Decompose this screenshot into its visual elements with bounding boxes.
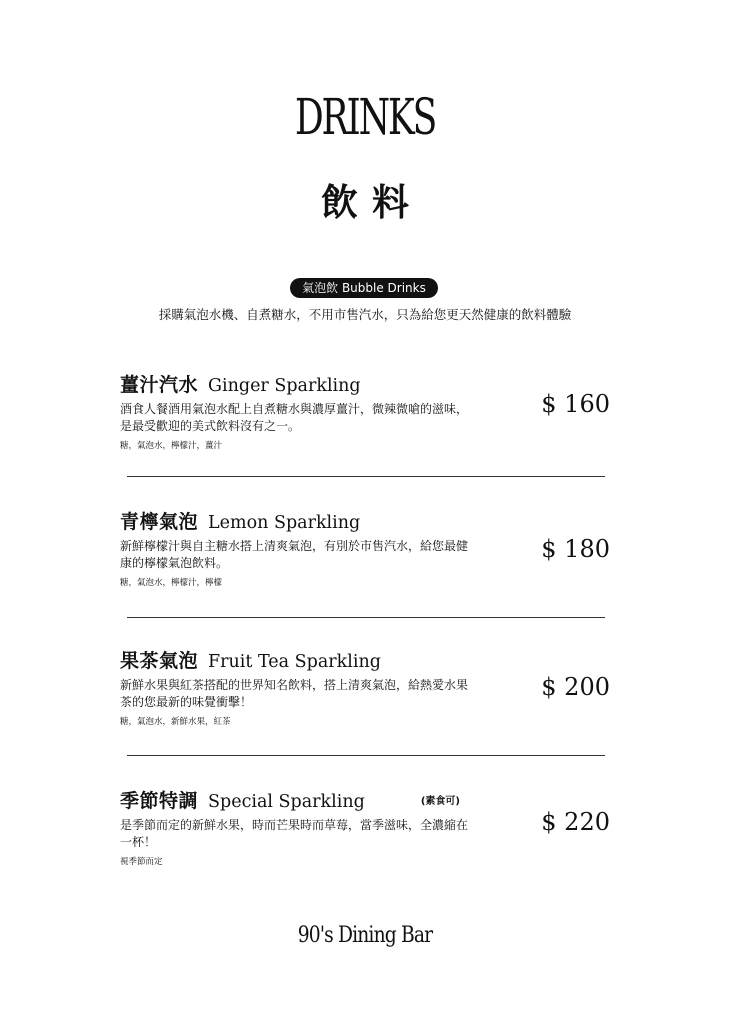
menu-item-lemon — [120, 507, 620, 588]
item-name-zh: 季節特調 — [120, 790, 199, 812]
item-ingredients: 糖，氣泡水，檸檬汁，薑汁 — [120, 441, 223, 451]
item-name-en: Fruit Tea Sparkling — [208, 652, 381, 672]
item-price: $ 180 — [541, 535, 610, 563]
item-name-en: Special Sparkling — [208, 792, 365, 812]
vegetarian-note: (素食可) — [420, 796, 460, 807]
item-name-en: Lemon Sparkling — [208, 513, 361, 533]
item-price: $ 200 — [541, 673, 610, 701]
divider — [127, 755, 605, 756]
menu-item-fruit-tea — [120, 646, 620, 727]
item-description: 酒食人餐酒用氣泡水配上自煮糖水與濃厚薑汁，微辣微嗆的滋味，是最受歡迎的美式飲料沒有之一。 — [120, 402, 469, 433]
item-name-zh: 薑汁汽水 — [120, 374, 199, 396]
item-price: $ 220 — [541, 808, 610, 836]
divider — [127, 617, 605, 618]
page-title-zh: 飲料 — [321, 180, 423, 224]
item-name-en: Ginger Sparkling — [208, 376, 361, 396]
item-ingredients: 糖，氣泡水，新鮮水果，紅茶 — [120, 717, 231, 727]
item-description: 新鮮檸檬汁與自主糖水搭上清爽氣泡，有別於市售汽水，給您最健康的檸檬氣泡飲料。 — [120, 539, 469, 570]
divider — [127, 476, 605, 477]
footer-brand: 90's Dining Bar — [297, 923, 433, 948]
section-label-badge: 氣泡飲 Bubble Drinks — [290, 278, 438, 298]
item-description: 新鮮水果與紅茶搭配的世界知名飲料，搭上清爽氣泡，給熱愛水果茶的您最新的味覺衝擊！ — [120, 678, 469, 709]
item-name-zh: 果茶氣泡 — [120, 650, 199, 672]
page-title-en: DRINKS — [294, 88, 436, 146]
item-name-zh: 青檸氣泡 — [120, 511, 199, 533]
item-ingredients: 糖，氣泡水，檸檬汁，檸檬 — [120, 578, 223, 588]
menu-item-ginger — [120, 370, 620, 451]
menu-item-special — [120, 786, 620, 867]
item-ingredients: 視季節而定 — [120, 857, 163, 867]
item-price: $ 160 — [541, 390, 610, 418]
item-description: 是季節而定的新鮮水果，時而芒果時而草莓，當季滋味，全濃縮在一杯！ — [120, 818, 469, 849]
section-description: 採購氣泡水機、自煮糖水，不用市售汽水，只為給您更天然健康的飲料體驗 — [158, 307, 572, 322]
